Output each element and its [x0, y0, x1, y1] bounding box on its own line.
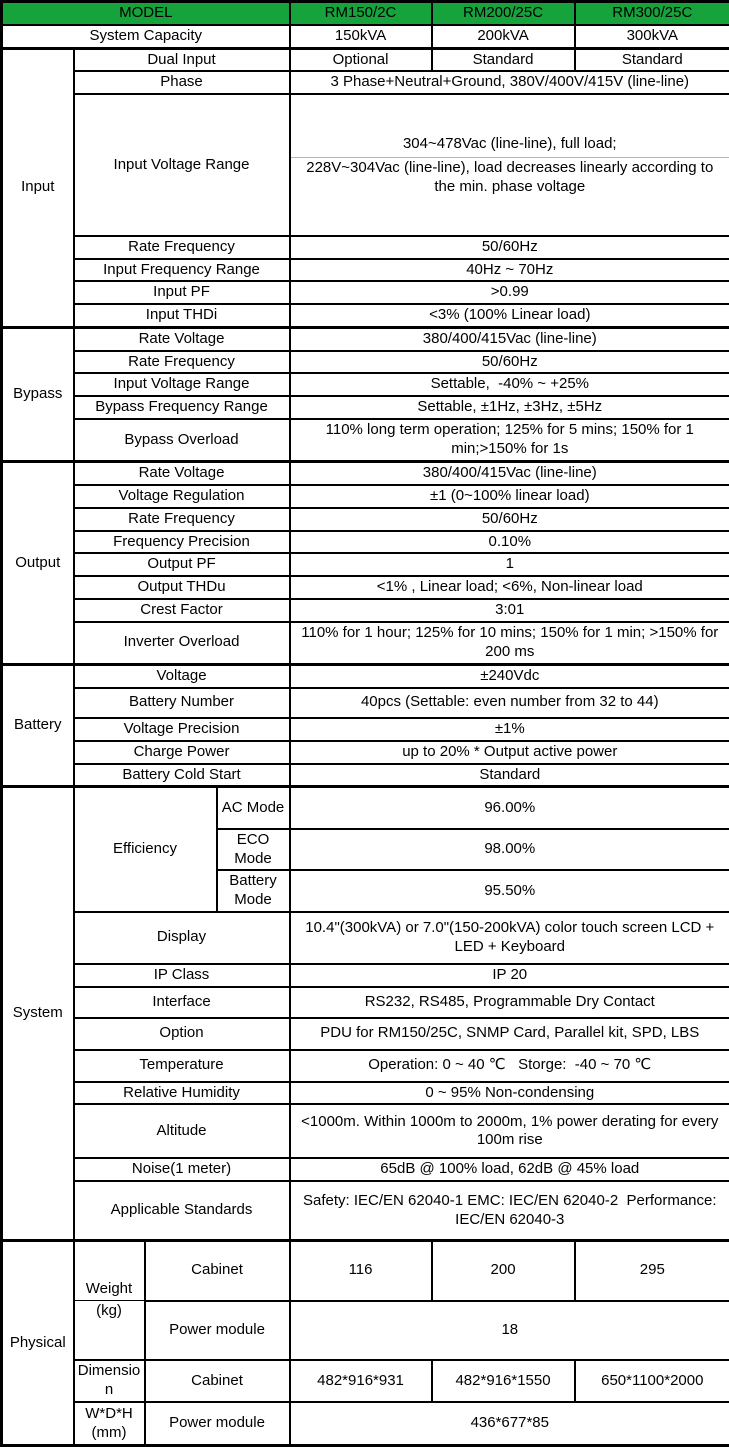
- spec-value: ±1 (0~100% linear load): [290, 485, 729, 508]
- section-title-output: Output: [2, 462, 74, 665]
- spec-label: Rate Voltage: [74, 462, 290, 485]
- spec-label: Crest Factor: [74, 599, 290, 622]
- spec-value: 436*677*85: [290, 1402, 729, 1446]
- spec-value: 18: [290, 1301, 729, 1360]
- spec-value: Standard: [575, 48, 729, 71]
- spec-value: 98.00%: [290, 829, 729, 871]
- spec-value: 0.10%: [290, 531, 729, 554]
- spec-value: 200: [432, 1240, 575, 1301]
- spec-label: Input Voltage Range: [74, 373, 290, 396]
- spec-label: Rate Frequency: [74, 351, 290, 374]
- spec-label: Temperature: [74, 1050, 290, 1082]
- spec-value: 380/400/415Vac (line-line): [290, 462, 729, 485]
- spec-label: Input Voltage Range: [74, 94, 290, 236]
- model-name-rm200: RM200/25C: [432, 2, 575, 25]
- spec-label: Frequency Precision: [74, 531, 290, 554]
- spec-value: 482*916*931: [290, 1360, 432, 1402]
- spec-value: 40Hz ~ 70Hz: [290, 259, 729, 282]
- spec-value: Settable, -40% ~ +25%: [290, 373, 729, 396]
- section-title-input: Input: [2, 48, 74, 327]
- spec-value: 65dB @ 100% load, 62dB @ 45% load: [290, 1158, 729, 1181]
- spec-label: Bypass Overload: [74, 419, 290, 462]
- spec-value: ±1%: [290, 718, 729, 741]
- spec-label: Rate Voltage: [74, 327, 290, 350]
- spec-value: [290, 94, 729, 236]
- spec-label: Altitude: [74, 1104, 290, 1158]
- spec-value: 380/400/415Vac (line-line): [290, 327, 729, 350]
- spec-sublabel-cabinet: Cabinet: [145, 1360, 290, 1402]
- spec-value: RS232, RS485, Programmable Dry Contact: [290, 987, 729, 1018]
- section-title-physical: Physical: [2, 1240, 74, 1446]
- spec-sublabel-mode: Battery Mode: [217, 870, 290, 912]
- spec-label: Voltage Precision: [74, 718, 290, 741]
- spec-label: Battery Number: [74, 688, 290, 718]
- spec-label: Rate Frequency: [74, 508, 290, 531]
- section-title-system: System: [2, 787, 74, 1241]
- spec-value: 0 ~ 95% Non-condensing: [290, 1082, 729, 1105]
- spec-value: 482*916*1550: [432, 1360, 575, 1402]
- spec-label: Input THDi: [74, 304, 290, 327]
- spec-value: 10.4"(300kVA) or 7.0"(150-200kVA) color touch screen LCD + LED + Keyboard: [290, 912, 729, 964]
- spec-value: 3:01: [290, 599, 729, 622]
- spec-value: Settable, ±1Hz, ±3Hz, ±5Hz: [290, 396, 729, 419]
- spec-label-weight: [74, 1240, 145, 1360]
- spec-label: IP Class: [74, 964, 290, 987]
- spec-value: 110% long term operation; 125% for 5 mins; 150% for 1 min;>150% for 1s: [290, 419, 729, 462]
- model-name-rm300: RM300/25C: [575, 2, 729, 25]
- spec-value: 650*1100*2000: [575, 1360, 729, 1402]
- spec-value: 95.50%: [290, 870, 729, 912]
- spec-label: Charge Power: [74, 741, 290, 764]
- spec-value: 116: [290, 1240, 432, 1301]
- section-title-bypass: Bypass: [2, 327, 74, 462]
- spec-value: Standard: [432, 48, 575, 71]
- spec-label-efficiency: Efficiency: [74, 787, 217, 912]
- spec-value: 3 Phase+Neutral+Ground, 380V/400V/415V (line-line): [290, 71, 729, 94]
- capacity-label: System Capacity: [2, 25, 290, 48]
- spec-value-line1: 304~478Vac (line-line), full load;: [402, 135, 617, 153]
- spec-label: Phase: [74, 71, 290, 94]
- spec-value: ±240Vdc: [290, 665, 729, 688]
- spec-label: Applicable Standards: [74, 1181, 290, 1240]
- spec-value: PDU for RM150/25C, SNMP Card, Parallel kit, SPD, LBS: [290, 1018, 729, 1050]
- capacity-rm300: 300kVA: [575, 25, 729, 48]
- spec-label: Output PF: [74, 553, 290, 576]
- spec-value: up to 20% * Output active power: [290, 741, 729, 764]
- spec-label: Option: [74, 1018, 290, 1050]
- spec-value: 96.00%: [290, 787, 729, 829]
- spec-value: Operation: 0 ~ 40 ℃ Storge: -40 ~ 70 ℃: [290, 1050, 729, 1082]
- spec-label: Rate Frequency: [74, 236, 290, 259]
- capacity-rm150: 150kVA: [290, 25, 432, 48]
- spec-value: Safety: IEC/EN 62040-1 EMC: IEC/EN 62040-2 Performance: IEC/EN 62040-3: [290, 1181, 729, 1240]
- spec-value: IP 20: [290, 964, 729, 987]
- spec-value: 50/60Hz: [290, 236, 729, 259]
- spec-sublabel-mode: AC Mode: [217, 787, 290, 829]
- spec-sublabel-mode: ECO Mode: [217, 829, 290, 871]
- spec-label: Output THDu: [74, 576, 290, 599]
- spec-value: <3% (100% Linear load): [290, 304, 729, 327]
- weight-label-line1: Weight: [85, 1280, 133, 1298]
- spec-value: 295: [575, 1240, 729, 1301]
- weight-label-line2: (kg): [75, 1300, 144, 1322]
- spec-label-dimension: Dimension: [74, 1360, 145, 1402]
- spec-value: >0.99: [290, 281, 729, 304]
- spec-value: 40pcs (Settable: even number from 32 to 44): [290, 688, 729, 718]
- spec-label: Noise(1 meter): [74, 1158, 290, 1181]
- spec-value: <1% , Linear load; <6%, Non-linear load: [290, 576, 729, 599]
- model-header-label: MODEL: [2, 2, 290, 25]
- model-name-rm150: RM150/2C: [290, 2, 432, 25]
- section-title-battery: Battery: [2, 665, 74, 787]
- spec-label: Dual Input: [74, 48, 290, 71]
- spec-sublabel-power-module: Power module: [145, 1402, 290, 1446]
- spec-label: Input PF: [74, 281, 290, 304]
- spec-label: Bypass Frequency Range: [74, 396, 290, 419]
- spec-sublabel-cabinet: Cabinet: [145, 1240, 290, 1301]
- spec-label: Voltage Regulation: [74, 485, 290, 508]
- spec-label: Inverter Overload: [74, 622, 290, 665]
- spec-label: Input Frequency Range: [74, 259, 290, 282]
- spec-label: Voltage: [74, 665, 290, 688]
- spec-label: Interface: [74, 987, 290, 1018]
- spec-label: Relative Humidity: [74, 1082, 290, 1105]
- spec-value: 50/60Hz: [290, 351, 729, 374]
- spec-value: Optional: [290, 48, 432, 71]
- spec-label: Battery Cold Start: [74, 764, 290, 787]
- capacity-rm200: 200kVA: [432, 25, 575, 48]
- spec-value: Standard: [290, 764, 729, 787]
- spec-value-line2: 228V~304Vac (line-line), load decreases linearly according to the min. phase voltage: [291, 157, 729, 198]
- spec-value: 50/60Hz: [290, 508, 729, 531]
- spec-value: 1: [290, 553, 729, 576]
- spec-label: Display: [74, 912, 290, 964]
- spec-sublabel-power-module: Power module: [145, 1301, 290, 1360]
- spec-value: 110% for 1 hour; 125% for 10 mins; 150% for 1 min; >150% for 200 ms: [290, 622, 729, 665]
- spec-value: <1000m. Within 1000m to 2000m, 1% power derating for every 100m rise: [290, 1104, 729, 1158]
- spec-label-wdh: W*D*H(mm): [74, 1402, 145, 1446]
